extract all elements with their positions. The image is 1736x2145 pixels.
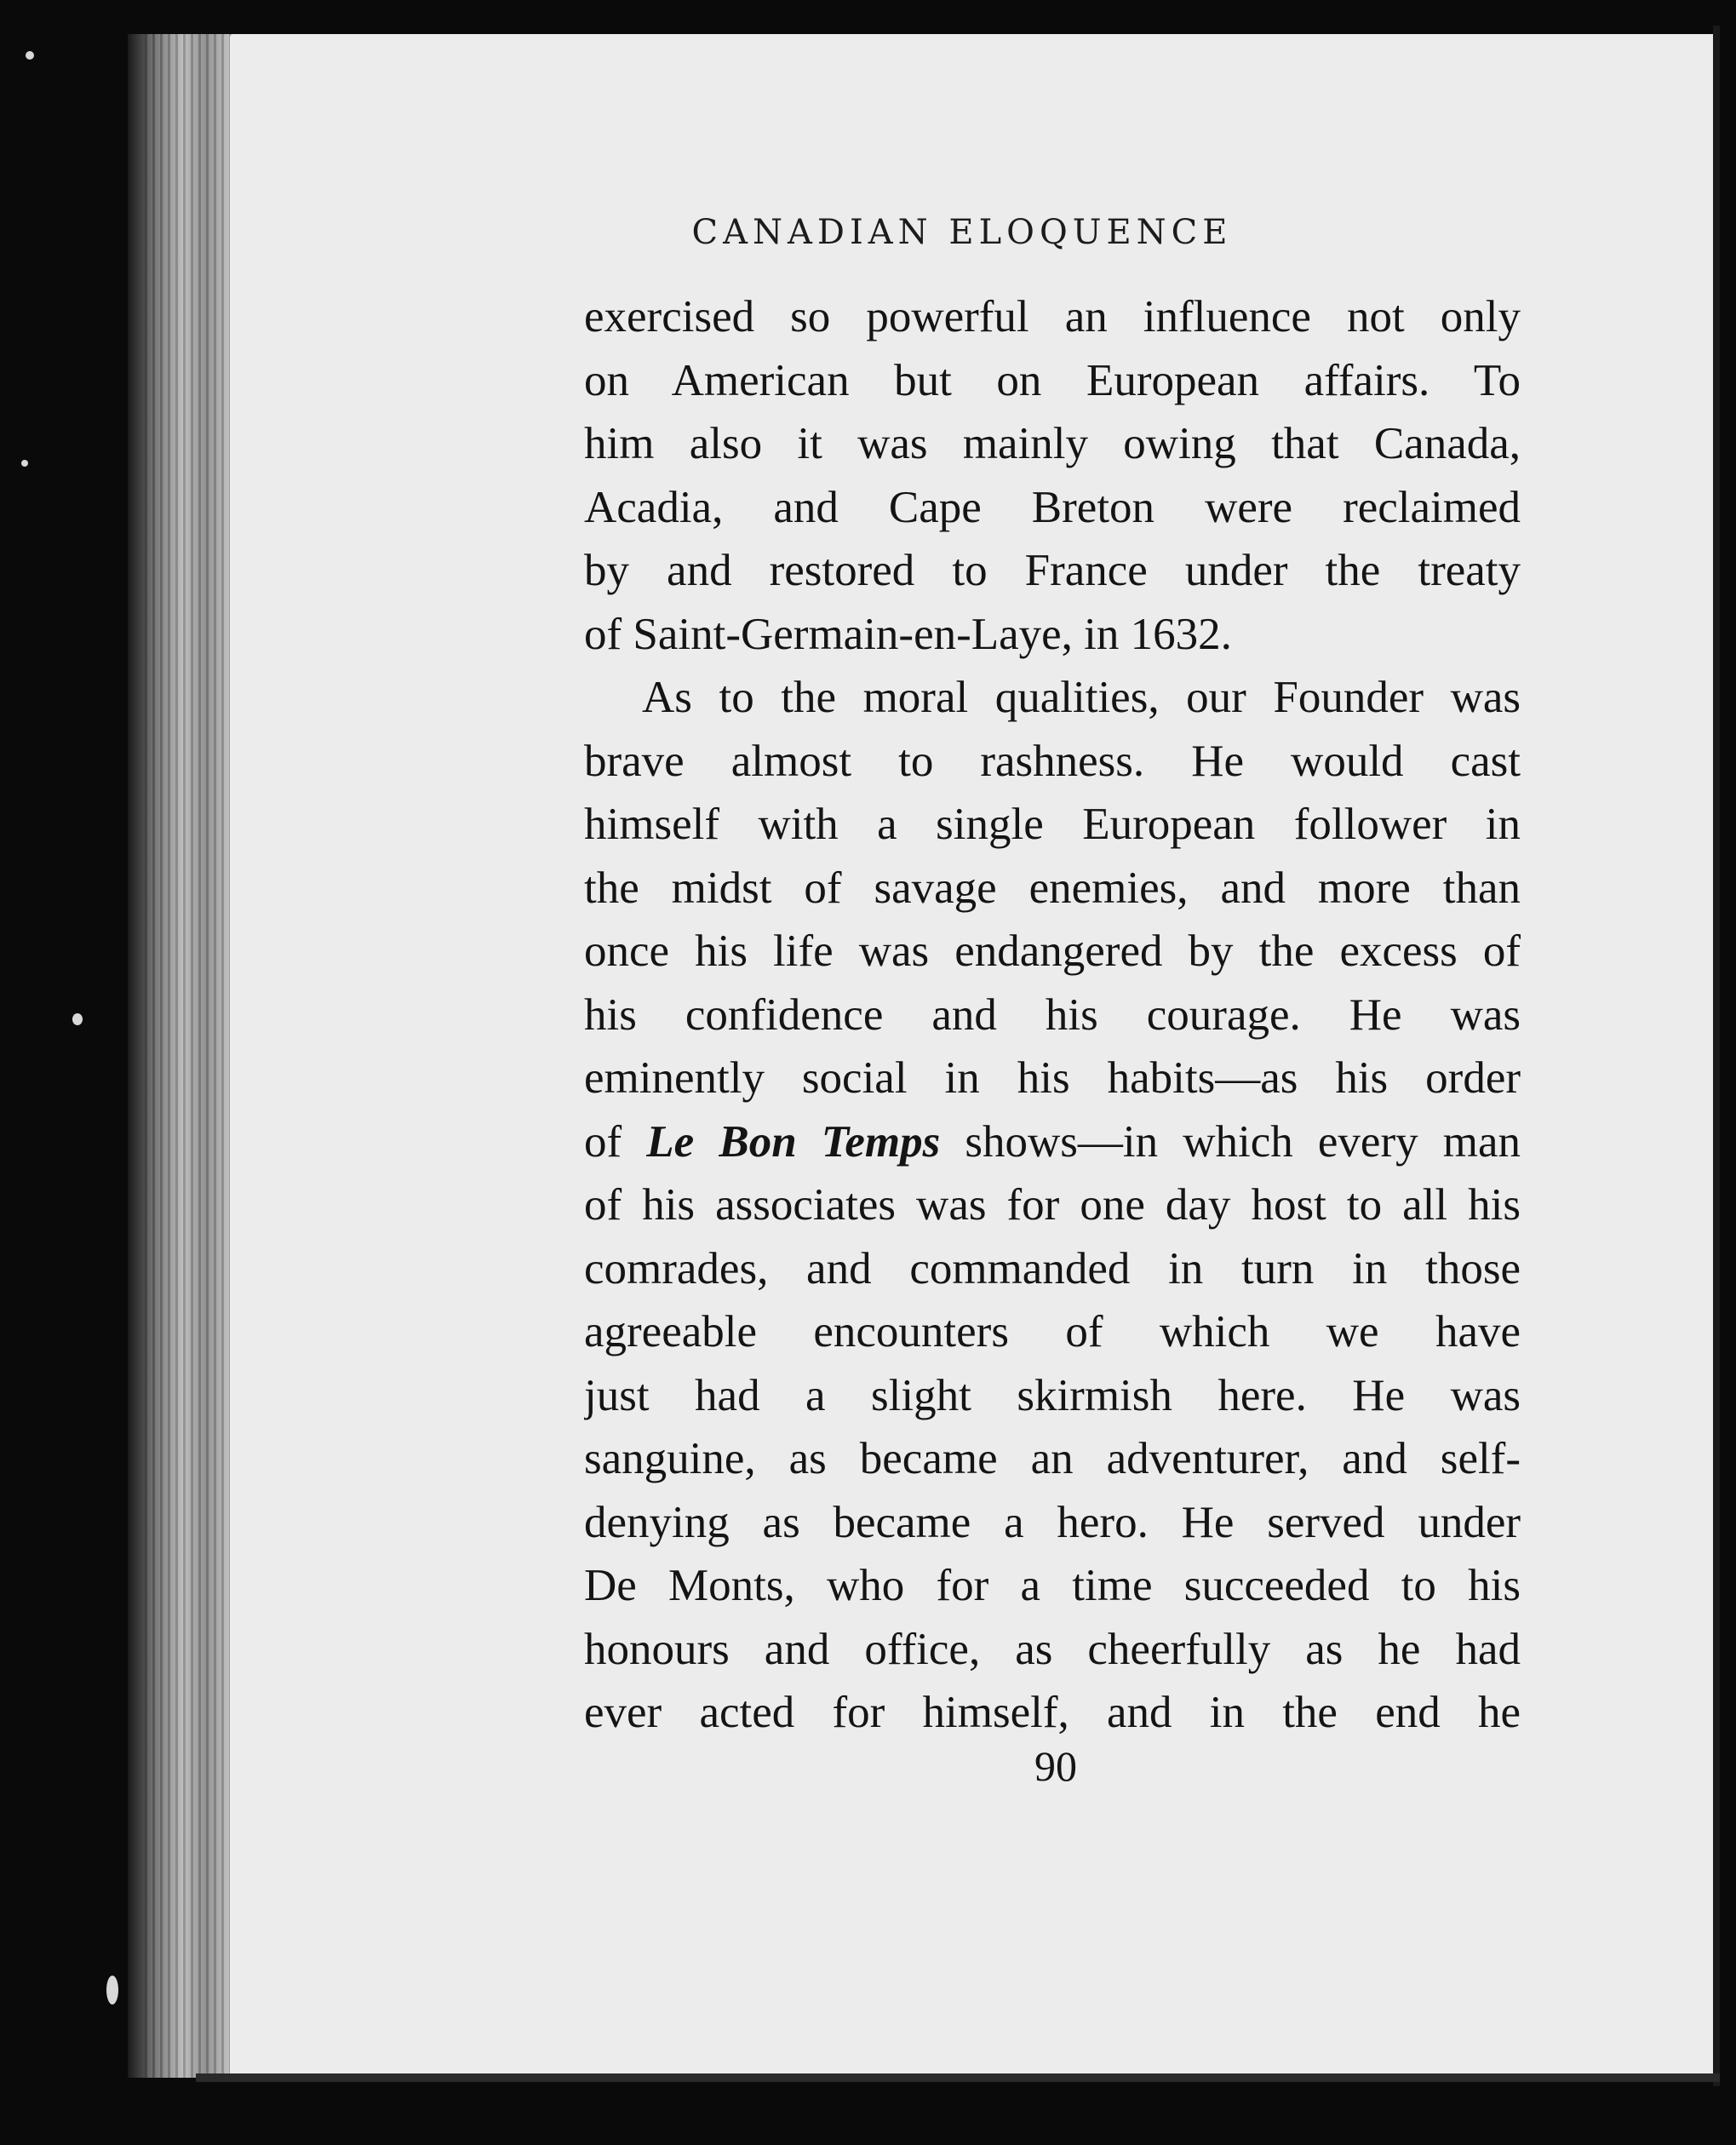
text-line: by and restored to France under the treaty xyxy=(584,546,1521,595)
scan-speck xyxy=(26,51,34,60)
running-head: CANADIAN ELOQUENCE xyxy=(691,213,1233,252)
text-line: of Saint-Germain-en-Laye, in 1632. xyxy=(584,609,1232,659)
text-line: sanguine, as became an adventurer, and self- xyxy=(584,1434,1521,1483)
text-line: himself with a single European follower in xyxy=(584,800,1521,849)
body-text xyxy=(584,285,1521,1745)
page-number: 90 xyxy=(1034,1742,1077,1790)
scan-speck xyxy=(106,1976,118,2004)
scan-speck xyxy=(72,1013,83,1025)
text-run: of xyxy=(584,1116,647,1167)
text-line: honours and office, as cheerfully as he had xyxy=(584,1624,1521,1674)
text-line: As to the moral qualities, our Founder was xyxy=(642,673,1521,722)
text-line: comrades, and commanded in turn in those xyxy=(584,1243,1521,1293)
text-line: once his life was endangered by the excess of xyxy=(584,926,1521,976)
text-line: on American but on European affairs. To xyxy=(584,355,1521,405)
text-line: Acadia, and Cape Breton were reclaimed xyxy=(584,482,1521,532)
text-line xyxy=(584,1110,1521,1174)
text-line: of his associates was for one day host to all his xyxy=(584,1180,1521,1230)
scan-speck xyxy=(21,460,28,467)
text-line: denying as became a hero. He served under xyxy=(584,1497,1521,1547)
text-run: shows—in which every man xyxy=(940,1116,1521,1167)
text-line: agreeable encounters of which we have xyxy=(584,1307,1521,1356)
text-line: the midst of savage enemies, and more than xyxy=(584,863,1521,913)
text-line: De Monts, who for a time succeeded to his xyxy=(584,1561,1521,1610)
text-line: brave almost to rashness. He would cast xyxy=(584,736,1521,786)
text-line: him also it was mainly owing that Canada, xyxy=(584,419,1521,468)
text-line: eminently social in his habits—as his order xyxy=(584,1053,1521,1103)
text-line: exercised so powerful an influence not only xyxy=(584,292,1521,341)
page-bottom-edge xyxy=(196,2073,1720,2082)
text-line: just had a slight skirmish here. He was xyxy=(584,1370,1521,1420)
page-right-edge xyxy=(1713,26,1720,2086)
text-line: his confidence and his courage. He was xyxy=(584,989,1521,1040)
italic-title: Le Bon Temps xyxy=(646,1116,941,1167)
text-line: ever acted for himself, and in the end he xyxy=(584,1688,1521,1737)
gutter-texture xyxy=(145,34,238,2078)
